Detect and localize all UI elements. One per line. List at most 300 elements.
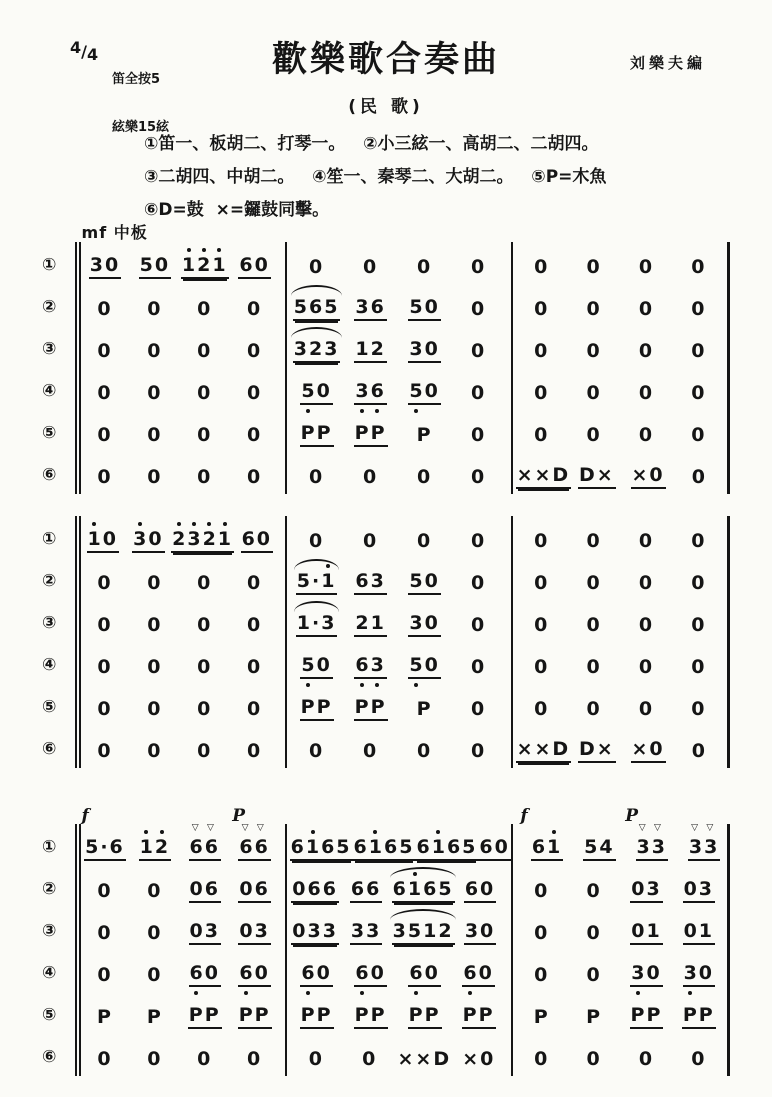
- note-char: 0: [416, 530, 433, 553]
- note-char: 6 ▽: [239, 823, 255, 859]
- note-group: [189, 963, 221, 987]
- note-group: [246, 657, 263, 679]
- note-char: 3: [293, 338, 309, 361]
- note-char: 3 ▽: [651, 823, 667, 859]
- note-group: [638, 341, 655, 363]
- note-group: [146, 657, 163, 679]
- beat-cell: [568, 881, 620, 903]
- note-group: [189, 823, 221, 861]
- beat-cell: [568, 573, 620, 595]
- beat-cell: [80, 573, 130, 595]
- octave-dot-low-icon: [306, 991, 310, 995]
- note-char: 0: [197, 572, 213, 595]
- note-char: P: [300, 1004, 317, 1027]
- note-char: ×: [415, 1048, 434, 1071]
- note-char: 0: [586, 424, 602, 447]
- note-char: 5: [409, 655, 424, 677]
- note-group: [353, 837, 416, 861]
- note-group: [408, 1005, 442, 1029]
- note-char: 0: [586, 656, 602, 679]
- beat-cell: [234, 529, 280, 553]
- beat-cell: [180, 823, 230, 861]
- beat-cell: [80, 529, 126, 553]
- octave-dot-low-icon: [414, 409, 418, 413]
- note-char: 0: [424, 296, 440, 319]
- note-char: 0: [147, 572, 163, 595]
- beat-cell: [516, 615, 568, 637]
- beat-cell: [571, 465, 622, 489]
- measure: [511, 686, 730, 728]
- note-char: 0: [197, 382, 213, 405]
- note-group: [464, 879, 496, 903]
- note-char: 0: [478, 962, 494, 985]
- note-group: [84, 837, 126, 861]
- measure: [285, 910, 511, 952]
- note-group: [416, 699, 434, 721]
- note-char: 5: [438, 878, 454, 901]
- note-char: 3: [646, 878, 662, 901]
- note-char: 6: [384, 836, 400, 859]
- note-char: 0: [147, 424, 163, 447]
- beat-cell: [568, 257, 620, 279]
- note-char: 0: [638, 340, 655, 363]
- note-group: [362, 467, 379, 489]
- note-char: 0: [147, 656, 163, 679]
- measures: [75, 412, 730, 454]
- note-char: 0: [480, 878, 496, 901]
- note-group: [350, 879, 382, 903]
- note-char: 0: [362, 530, 379, 553]
- tie-arc-icon: [291, 285, 342, 296]
- note-char: P: [188, 1004, 205, 1027]
- beat-cell: [290, 257, 344, 279]
- note-char: 0: [534, 922, 550, 945]
- note-char: 0: [534, 572, 550, 595]
- note-char: P: [424, 1004, 441, 1027]
- measures: [75, 728, 730, 770]
- measure: [511, 952, 730, 994]
- note-char: P: [354, 696, 371, 719]
- beat-cell: [568, 923, 620, 945]
- note-char: 3: [89, 254, 105, 277]
- beat-cell: [230, 615, 280, 637]
- note-char: P: [254, 1004, 271, 1027]
- octave-dot-low-icon: [375, 683, 379, 687]
- octave-dot-high-icon: [144, 830, 148, 834]
- note-group: [354, 655, 386, 679]
- note-char: 0: [204, 962, 220, 985]
- note-char: 6: [392, 878, 408, 901]
- note-char: 0: [470, 256, 487, 279]
- beat-cell: [130, 923, 180, 945]
- legend-line-3: ⑥D=鼓 ×=鑼鼓同擊。: [144, 200, 330, 220]
- note-char: P: [416, 424, 433, 447]
- note-char: 0: [424, 380, 440, 403]
- beat-cell: [353, 837, 416, 861]
- note-group: [516, 465, 572, 489]
- note-group: [638, 699, 655, 721]
- note-char: 0: [148, 528, 164, 551]
- note-group: [196, 425, 213, 447]
- octave-dot-low-icon: [636, 991, 640, 995]
- beat-cell: [620, 699, 672, 721]
- note-char: 0: [254, 962, 270, 985]
- measures: [75, 328, 730, 370]
- note-group: [408, 613, 440, 637]
- note-char: 0: [691, 424, 707, 447]
- beat-cell: [180, 341, 230, 363]
- note-char: 3: [684, 963, 699, 985]
- measure: [75, 910, 285, 952]
- note-char: 0: [691, 340, 707, 363]
- note-char: 0: [247, 572, 263, 595]
- measure: [285, 328, 511, 370]
- note-char: 0: [691, 656, 707, 679]
- score-row: [42, 644, 730, 686]
- note-group: [585, 881, 602, 903]
- beat-cell: [452, 531, 506, 553]
- beat-cell: [130, 1049, 180, 1071]
- note-char: 0: [247, 382, 263, 405]
- note-char: 0: [416, 466, 433, 489]
- note-group: [96, 881, 113, 903]
- note-char: P: [300, 422, 317, 445]
- beat-cell: [230, 963, 280, 987]
- note-char: 1: [321, 571, 336, 593]
- beat-cell: [290, 613, 344, 637]
- note-group: [354, 381, 386, 405]
- beat-cell: [80, 965, 130, 987]
- note-char: 0: [97, 572, 113, 595]
- beat-cell: [573, 837, 625, 861]
- note-group: [246, 615, 263, 637]
- note-group: [638, 257, 655, 279]
- beat-cell: [290, 467, 344, 489]
- beat-cell: [620, 341, 672, 363]
- beat-cell: [452, 341, 506, 363]
- octave-dot-high-icon: [311, 830, 315, 834]
- note-char: 4: [599, 836, 615, 859]
- note-char: 0: [247, 424, 263, 447]
- measures: [75, 644, 730, 686]
- note-char: 0: [97, 614, 113, 637]
- beat-cell: [171, 529, 234, 553]
- score-row: [42, 994, 730, 1036]
- note-char: 0: [247, 614, 263, 637]
- note-group: [533, 299, 550, 321]
- beat-cell: [455, 879, 506, 903]
- measures: [75, 686, 730, 728]
- note-group: [408, 381, 440, 405]
- measure: [285, 602, 511, 644]
- note-group: [196, 741, 213, 763]
- note-char: 2: [172, 529, 187, 551]
- octave-dot-high-icon: [192, 522, 196, 526]
- note-char: 0: [470, 340, 487, 363]
- note-group: [470, 531, 487, 553]
- beat-cell: [398, 699, 452, 721]
- note-group: [350, 921, 382, 945]
- score-row: [42, 1036, 730, 1078]
- note-group: [630, 879, 662, 903]
- note-group: [462, 963, 494, 987]
- note-group: [516, 739, 572, 763]
- note-char: 0: [470, 424, 487, 447]
- note-char: ·: [100, 836, 110, 859]
- beat-cell: [180, 299, 230, 321]
- note-char: D: [552, 464, 571, 487]
- note-char: 6: [479, 836, 495, 859]
- note-char: 0: [97, 424, 113, 447]
- note-char: 3 ▽: [688, 823, 705, 859]
- note-group: [146, 741, 163, 763]
- note-char: 0: [247, 466, 263, 489]
- note-char: 0: [691, 382, 707, 405]
- measure: [75, 370, 285, 412]
- note-char: D: [578, 464, 597, 487]
- note-group: [470, 573, 487, 595]
- note-char: 3: [324, 338, 340, 361]
- measure: [285, 370, 511, 412]
- note-group: [171, 529, 234, 553]
- note-group: [533, 657, 550, 679]
- beat-cell: [80, 881, 130, 903]
- measure: [285, 868, 511, 910]
- measures: [75, 1036, 730, 1078]
- note-char: 6: [446, 836, 463, 859]
- beat-cell: [626, 823, 678, 861]
- accent-mark-icon: ▽: [706, 823, 716, 834]
- beat-cell: [130, 573, 180, 595]
- beat-cell: [452, 425, 506, 447]
- beat-cell: [180, 1049, 230, 1071]
- note-group: [96, 299, 113, 321]
- beat-cell: [516, 657, 568, 679]
- note-char: 0: [197, 466, 213, 489]
- note-char: 0: [102, 528, 118, 551]
- note-group: [196, 1049, 213, 1071]
- note-group: [688, 823, 720, 861]
- beat-cell: [344, 741, 398, 763]
- accent-mark-icon: ▽: [691, 823, 701, 834]
- note-group: [416, 425, 434, 447]
- note-char: 6: [423, 878, 439, 901]
- note-group: [690, 1049, 707, 1071]
- beat-cell: [452, 963, 506, 987]
- note-char: 6: [308, 296, 325, 319]
- measure: [75, 952, 285, 994]
- beat-cell: [290, 697, 344, 721]
- note-group: [638, 1049, 655, 1071]
- beat-cell: [344, 613, 398, 637]
- note-char: ×: [534, 464, 553, 487]
- beat-cell: [620, 921, 672, 945]
- part-number-label: ②: [42, 571, 57, 591]
- note-char: 1: [698, 920, 715, 943]
- beat-cell: [674, 741, 725, 763]
- note-group: [291, 879, 339, 903]
- note-char: 0: [97, 964, 113, 987]
- tempo-mark: mf 中板: [81, 223, 148, 242]
- beat-cell: [130, 467, 180, 489]
- note-group: [416, 741, 433, 763]
- measure: [75, 560, 285, 602]
- part-number-label: ③: [42, 613, 57, 633]
- note-char: 2: [203, 529, 218, 551]
- beat-cell: [126, 529, 172, 553]
- note-char: 3: [321, 612, 337, 635]
- note-char: 0: [638, 1048, 655, 1071]
- beat-cell: [344, 339, 398, 363]
- note-group: [300, 963, 332, 987]
- tie-arc-icon: [390, 909, 457, 920]
- note-group: [300, 1005, 334, 1029]
- note-char: 0: [424, 612, 440, 635]
- part-number-label: ①: [42, 529, 57, 549]
- beat-cell: [478, 837, 510, 861]
- score-row: [42, 910, 730, 952]
- note-group: [630, 1005, 664, 1029]
- measure: [285, 826, 516, 868]
- note-group: [132, 529, 164, 553]
- note-group: [690, 299, 707, 321]
- beat-cell: [130, 615, 180, 637]
- beat-cell: [230, 1005, 280, 1029]
- note-char: 1: [423, 920, 439, 943]
- note-group: [241, 529, 273, 553]
- beat-cell: [130, 383, 180, 405]
- note-char: P: [300, 696, 317, 719]
- note-group: [362, 741, 379, 763]
- note-group: [585, 923, 602, 945]
- part-number-label: ②: [42, 879, 57, 899]
- score-row: [42, 370, 730, 412]
- note-char: 6 ▽: [254, 823, 270, 859]
- note-char: 1: [218, 529, 233, 551]
- note-char: 0: [97, 382, 113, 405]
- note-char: ×: [596, 738, 615, 761]
- note-char: 0: [247, 340, 263, 363]
- measure: [285, 518, 511, 560]
- octave-dot-high-icon: [160, 830, 164, 834]
- note-char: P: [370, 422, 387, 445]
- note-group: [470, 699, 487, 721]
- note-char: 0: [586, 530, 602, 553]
- beat-cell: [130, 425, 180, 447]
- note-group: [578, 465, 616, 489]
- note-char: 0: [97, 1048, 113, 1071]
- note-char: 0: [586, 298, 602, 321]
- note-group: [470, 615, 487, 637]
- note-group: [690, 657, 707, 679]
- beat-cell: [516, 923, 568, 945]
- note-char: 0: [649, 464, 665, 487]
- octave-dot-low-icon: [306, 683, 310, 687]
- note-group: [146, 573, 163, 595]
- measure: [75, 286, 285, 328]
- measure: [511, 1036, 730, 1078]
- beat-cell: [180, 383, 230, 405]
- score-row: [42, 868, 730, 910]
- note-char: 0: [534, 256, 550, 279]
- note-char: 0: [691, 698, 707, 721]
- note-char: 0: [691, 298, 707, 321]
- note-group: [585, 657, 602, 679]
- beat-cell: [398, 1005, 452, 1029]
- note-group: [96, 341, 113, 363]
- note-char: 6: [204, 878, 220, 901]
- note-char: 0: [631, 878, 647, 901]
- note-char: 1: [296, 612, 312, 635]
- note-char: 0: [147, 382, 163, 405]
- note-char: 1: [212, 255, 227, 277]
- octave-dot-low-icon: [375, 409, 379, 413]
- beat-cell: [230, 657, 280, 679]
- note-char: 0: [586, 880, 602, 903]
- note-char: 0: [147, 298, 163, 321]
- measure: [75, 1036, 285, 1078]
- octave-dot-high-icon: [223, 522, 227, 526]
- beat-cell: [341, 921, 392, 945]
- note-char: P: [370, 1004, 387, 1027]
- note-char: 0: [534, 964, 550, 987]
- note-char: P: [316, 1004, 333, 1027]
- measures: [75, 952, 730, 994]
- note-group: [308, 257, 325, 279]
- beat-cell: [568, 383, 620, 405]
- note-group: [416, 257, 433, 279]
- note-group: [415, 837, 478, 861]
- note-char: 1: [140, 837, 155, 859]
- note-char: 0: [97, 698, 113, 721]
- note-group: [585, 1007, 603, 1029]
- note-char: 2: [197, 255, 212, 277]
- beat-cell: [516, 573, 568, 595]
- beat-cell: [398, 963, 452, 987]
- beat-cell: [620, 531, 672, 553]
- note-char: 0: [247, 298, 263, 321]
- note-char: 0: [362, 740, 379, 763]
- score-row: [42, 686, 730, 728]
- beat-cell: [620, 425, 672, 447]
- note-char: 0: [147, 1048, 163, 1071]
- note-group: [146, 341, 163, 363]
- beat-cell: [673, 341, 725, 363]
- accent-mark-icon: ▽: [241, 823, 251, 834]
- beat-cell: [344, 467, 398, 489]
- note-group: [533, 425, 550, 447]
- octave-dot-high-icon: [202, 248, 206, 252]
- note-group: [96, 965, 113, 987]
- score-row: [42, 328, 730, 370]
- note-group: [690, 573, 707, 595]
- note-group: [181, 255, 229, 279]
- beat-cell: [673, 257, 725, 279]
- note-group: [246, 383, 263, 405]
- note-char: 0: [147, 614, 163, 637]
- part-number-label: ①: [42, 255, 57, 275]
- note-group: [196, 615, 213, 637]
- measure: [285, 952, 511, 994]
- measure: [511, 728, 730, 770]
- note-group: [470, 425, 487, 447]
- note-group: [636, 823, 668, 861]
- note-group: [533, 965, 550, 987]
- score-system-1: [42, 223, 730, 496]
- beat-cell: [620, 963, 672, 987]
- note-char: 5: [296, 570, 312, 593]
- beat-cell: [230, 699, 280, 721]
